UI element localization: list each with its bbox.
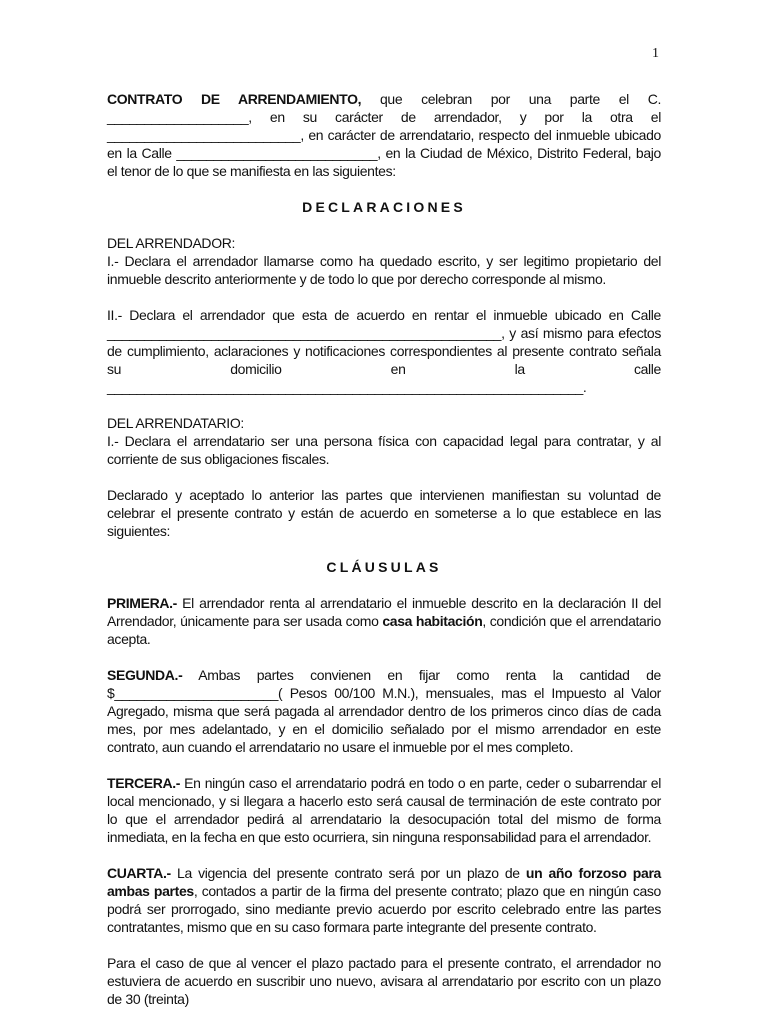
arrendador-label: DEL ARRENDADOR: [107,235,236,251]
expiration-paragraph: Para el caso de que al vencer el plazo pactado para el presente contrato, el arrendador no estuviera de acuerdo en suscribir uno nuevo, avisara al arrendatario por escrito con un plazo de 30 (treinta) [107,955,661,1007]
arrendatario-label: DEL ARRENDATARIO: [107,415,244,431]
clause-cuarta-text-b: , contados a partir de la firma del presente contrato; plazo que en ningún caso podrá ser prorrogado, sino mediante previo acuerdo por escrito celebrado entre las partes contratantes, mismo que en su caso formara parte integrante del presente contrato. [107,883,661,935]
contract-body [107,90,661,1008]
clause-primera [107,594,661,648]
clause-primera-bold: casa habitación [382,613,483,629]
agreement-paragraph: Declarado y aceptado lo anterior las partes que intervienen manifiestan su voluntad de celebrar el presente contrato y están de acuerdo en someterse a lo que establece en las siguientes: [107,487,661,539]
intro-paragraph [107,90,661,180]
clause-cuarta [107,864,661,936]
arrendador-declaration-ii: II.- Declara el arrendador que esta de acuerdo en rentar el inmueble ubicado en Calle _____________________________________________________, y así mismo para efectos de cumplimiento, aclaraciones y notificaciones correspondientes al presente contrato señala su domicilio en la calle ________________________________________________________________. [107,307,661,395]
clause-cuarta-label: CUARTA.- [107,865,171,881]
page-number: 1 [652,46,659,61]
clause-primera-label: PRIMERA.- [107,595,177,611]
arrendador-declaration-i: I.- Declara el arrendador llamarse como ha quedado escrito, y ser legitimo propietario del inmueble descrito anteriormente y de todo lo que por derecho corresponde al mismo. [107,253,661,287]
clause-tercera-label: TERCERA.- [107,775,181,791]
clausulas-heading: CLÁUSULAS [326,559,442,575]
clause-primera-text-b: , condición que el arrendatario acepta. [107,613,661,647]
clause-cuarta-bold: un año forzoso para ambas partes [107,865,661,899]
clause-tercera [107,774,661,846]
clause-segunda-text: Ambas partes convienen en fijar como renta la cantidad de $______________________( Pesos 00/100 M.N.), mensuales, mas el Impuesto al Valor Agregado, misma que será pagada al arrendador dentro de los primeros cinco días de cada mes, por mes adelantado, y en el domicilio señalado por el mismo arrendador en este contrato, aun cuando el arrendatario no usare el inmueble por el mes completo. [107,667,661,755]
clause-primera-text-a: El arrendador renta al arrendatario el inmueble descrito en la declaración II del Arrendador, únicamente para ser usada como [107,595,661,629]
arrendatario-declaration-i: I.- Declara el arrendatario ser una persona física con capacidad legal para contratar, y al corriente de sus obligaciones fiscales. [107,433,661,467]
clause-segunda [107,666,661,756]
declaraciones-heading: DECLARACIONES [302,199,466,215]
contract-title: CONTRATO DE ARRENDAMIENTO, [107,91,362,107]
clause-tercera-text: En ningún caso el arrendatario podrá en todo o en parte, ceder o subarrendar el local mencionado, y si llegara a hacerlo esto será causal de terminación de este contrato por lo que el arrendador pedirá al arrendatario la desocupación total del mismo de forma inmediata, en la fecha en que esto ocurriera, sin ninguna responsabilidad para el arrendador. [107,775,661,845]
clause-cuarta-text-a: La vigencia del presente contrato será por un plazo de [170,865,526,881]
clause-segunda-label: SEGUNDA.- [107,667,183,683]
intro-text: que celebran por una parte el C. ___________________, en su carácter de arrendador, y por la otra el __________________________, en carácter de arrendatario, respecto del inmueble ubicado en la Calle ___________________________, en la Ciudad de México, Distrito Federal, bajo el tenor de lo que se manifiesta en las siguientes: [107,91,662,179]
